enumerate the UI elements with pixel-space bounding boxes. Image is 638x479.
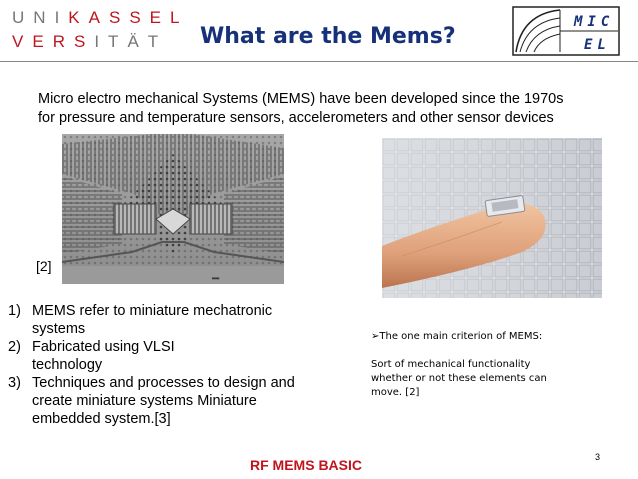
mems-sem-image	[62, 134, 284, 284]
logo-letter: S	[108, 8, 130, 27]
logo-letter: E	[32, 32, 53, 51]
logo-letter: T	[108, 32, 128, 51]
logo-letter: I	[94, 32, 109, 51]
logo-letter: R	[52, 32, 74, 51]
list-item-line: embedded system.[3]	[32, 411, 171, 427]
intro-line-2: for pressure and temperature sensors, accelerometers and other sensor devices	[38, 110, 554, 126]
logo-letter: S	[73, 32, 95, 51]
logo-letter: Ä	[127, 32, 148, 51]
micel-line1: MIC	[574, 14, 615, 30]
criterion-line: whether or not these elements can	[371, 373, 547, 384]
footer-title: RF MEMS BASIC	[250, 457, 362, 473]
list-item-line: systems	[32, 321, 86, 337]
logo-letter: T	[147, 32, 168, 51]
logo-row-1	[12, 8, 188, 28]
criterion-line: Sort of mechanical functionality	[371, 359, 531, 370]
logo-letter: I	[54, 8, 69, 27]
list-item-line: create miniature systems Miniature	[32, 393, 257, 409]
intro-text	[38, 90, 628, 128]
logo-letter: E	[149, 8, 171, 27]
sem-scale-bar: ▬▬	[212, 275, 220, 282]
list-item-number: 1)	[8, 303, 21, 319]
logo-row-2	[12, 32, 167, 52]
list-item-line: MEMS refer to miniature mechatronic	[32, 303, 273, 319]
list-item-line: technology	[32, 357, 103, 373]
slide-title: What are the Mems?	[200, 24, 456, 49]
title-divider	[0, 61, 638, 62]
criterion-block	[371, 330, 601, 400]
list-item	[8, 338, 338, 374]
finger-chip-photo	[382, 138, 602, 298]
logo-letter: S	[129, 8, 150, 27]
mems-points-list	[8, 302, 338, 428]
micel-line2: EL	[584, 37, 611, 53]
arrow-bullet-icon: ➢	[371, 331, 380, 342]
criterion-heading: The one main criterion of MEMS:	[379, 331, 543, 342]
list-item-line: Fabricated using VLSI	[32, 339, 175, 355]
logo-letter: U	[12, 8, 34, 27]
logo-letter: A	[88, 8, 109, 27]
list-item	[8, 302, 338, 338]
page-number: 3	[595, 452, 601, 462]
list-item-number: 2)	[8, 339, 21, 355]
list-item	[8, 374, 338, 428]
logo-letter: N	[33, 8, 55, 27]
micel-logo	[512, 6, 622, 58]
logo-letter: K	[68, 8, 89, 27]
criterion-heading-row	[371, 330, 601, 344]
intro-line-1: Micro electro mechanical Systems (MEMS) have been developed since the 1970s	[38, 91, 564, 107]
list-item-number: 3)	[8, 375, 21, 391]
criterion-line: move. [2]	[371, 387, 420, 398]
list-item-line: Techniques and processes to design and	[32, 375, 295, 391]
image-citation: [2]	[36, 258, 52, 274]
logo-letter: V	[12, 32, 33, 51]
logo-letter: L	[170, 8, 189, 27]
